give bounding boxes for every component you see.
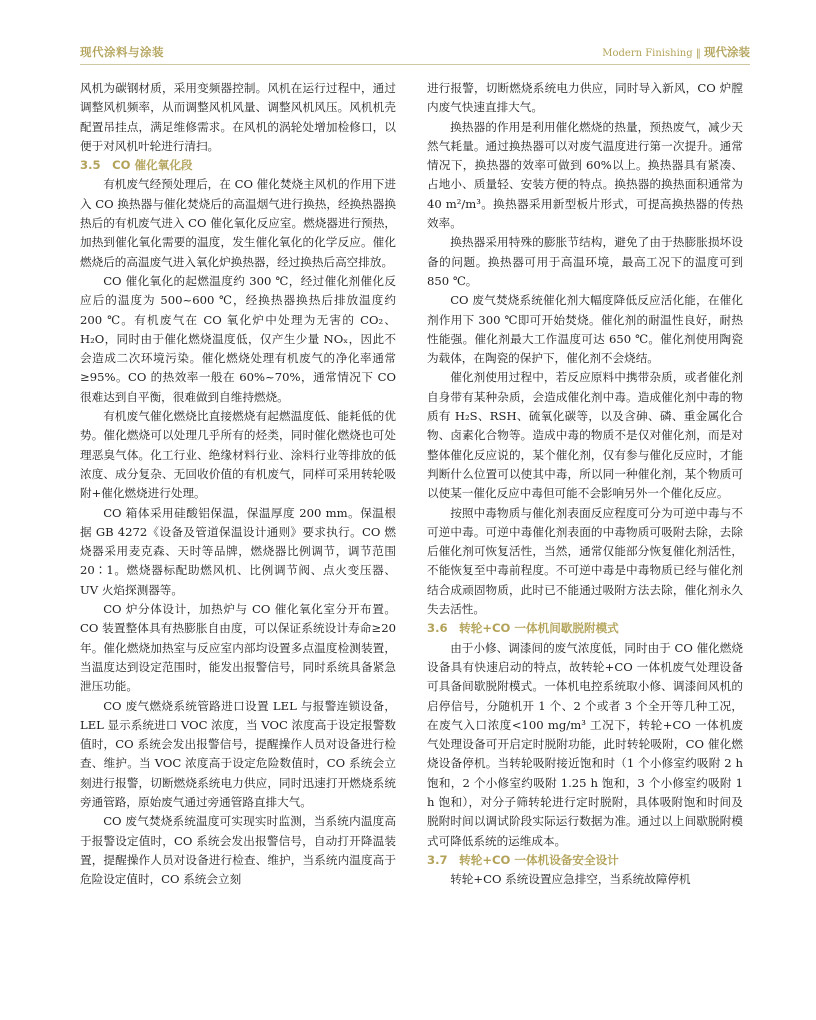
header-separator: ‖ <box>695 48 701 59</box>
left-column <box>80 79 396 889</box>
paragraph: 有机废气催化燃烧比直接燃烧有起燃温度低、能耗低的优势。催化燃烧可以处理几乎所有的烃类，同时催化燃烧也可处理恶臭气体。化工行业、绝缘材料行业、涂料行业等排放的低浓度、成分复杂、无回收价值的有机废气，同样可采用转轮吸附+催化燃烧进行处理。 <box>80 409 396 501</box>
paragraph: CO 炉分体设计，加热炉与 CO 催化氧化室分开布置。CO 装置整体具有热膨胀自由度，可以保证系统设计寿命≥20 年。催化燃烧加热室与反应室内部均设置多点温度检测装置，当温度达到设定范围时，能发出报警信号，同时系统具备紧急泄压功能。 <box>80 602 396 694</box>
paragraph: 换热器的作用是利用催化燃烧的热量，预热废气，减少天然气耗量。通过换热器可以对废气温度进行第一次提升。通常情况下，换热器的效率可做到 60%以上。换热器具有紧凑、占地小、质量轻、安装方便的特点。换热器的换热面积通常为 40 m²/m³。换热器采用新型板片形式，可提高换热器的传热效率。 <box>427 119 743 231</box>
paragraph: CO 废气焚烧系统温度可实现实时监测，当系统内温度高于报警设定值时，CO 系统会发出报警信号，自动打开降温装置，提醒操作人员对设备进行检查、维护，当系统内温度高于危险设定值时，CO 系统会立刻 <box>80 814 396 887</box>
journal-title-right <box>602 44 750 60</box>
journal-title-cn: 现代涂料与涂装 <box>80 45 164 59</box>
paragraph: CO 箱体采用硅酸铝保温，保温厚度 200 mm。保温根据 GB 4272《设备及管道保温设计通则》要求执行。CO 燃烧器采用麦克森、天时等品牌，燃烧器比例调节，调节范围 20∶1。燃烧器标配助燃风机、比例调节阀、点火变压器、UV 火焰探测器等。 <box>80 505 396 597</box>
paragraph: 风机为碳钢材质，采用变频器控制。风机在运行过程中，通过调整风机频率，从而调整风机风量、调整风机风压。风机机壳配置吊挂点，满足维修需求。在风机的涡轮处增加检修口，以便于对风机叶轮进行清扫。 <box>80 81 396 153</box>
section-heading: 3.7 转轮+CO 一体机设备安全设计 <box>427 852 619 867</box>
header-rule <box>80 64 750 65</box>
right-column <box>427 79 743 889</box>
section-heading: 3.6 转轮+CO 一体机间歇脱附模式 <box>427 621 619 636</box>
paragraph: 按照中毒物质与催化剂表面反应程度可分为可逆中毒与不可逆中毒。可逆中毒催化剂表面的中毒物质可吸附去除，去除后催化剂可恢复活性，当然，通常仅能部分恢复催化剂活性，不能恢复至中毒前程度。不可逆中毒是中毒物质已经与催化剂结合成顽固物质，此时已不能通过吸附方法去除，催化剂永久失去活性。 <box>427 505 743 617</box>
paragraph: 催化剂使用过程中，若反应原料中携带杂质，或者催化剂自身带有某种杂质，会造成催化剂中毒。造成催化剂中毒的物质有 H₂S、RSH、硫氧化碳等，以及含砷、磷、重金属化合物、卤素化合物等。造成中毒的物质不是仅对催化剂，而是对整体催化反应说的，某个催化剂，仅有参与催化反应时，才能判断什么位置可以使其中毒，所以同一种催化剂，某个物质可以使某一催化反应中毒但可能不会影响另外一个催化反应。 <box>427 370 743 501</box>
paragraph: 换热器采用特殊的膨胀节结构，避免了由于热膨胀损坏设备的问题。换热器可用于高温环境，最高工况下的温度可到 850 ℃。 <box>427 235 743 288</box>
paragraph: CO 废气焚烧系统催化剂大幅度降低反应活化能，在催化剂作用下 300 ℃即可开始焚烧。催化剂的耐温性良好，耐热性能强。催化剂最大工作温度可达 650 ℃。催化剂使用陶瓷为载体，在陶瓷的保护下，催化剂不会烧结。 <box>427 293 743 366</box>
paragraph: 有机废气经预处理后，在 CO 催化焚烧主风机的作用下进入 CO 换热器与催化焚烧后的高温烟气进行换热，经换热器换热后的有机废气进入 CO 催化氧化反应室。燃烧器进行预热，加热到催化氧化需要的温度，发生催化氧化的化学反应。催化燃烧后的高温废气进入氧化炉换热器，经过换热后高空排放。 <box>80 177 396 269</box>
paragraph: CO 催化氧化的起燃温度约 300 ℃，经过催化剂催化反应后的温度为 500~600 ℃，经换热器换热后排放温度约 200 ℃。有机废气在 CO 氧化炉中处理为无害的 CO₂、H₂O，同时由于催化燃烧温度低，仅产生少量 NOₓ，因此不会造成二次环境污染。催化燃烧处理有机废气的净化率通常≥95%。CO 的热效率一般在 60%~70%，通常情况下 CO 很难达到自平衡，很难做到自维持燃烧。 <box>80 273 396 404</box>
paragraph: 进行报警，切断燃烧系统电力供应，同时导入新风，CO 炉膛内废气快速直排大气。 <box>427 81 743 115</box>
journal-title-cn-right: 现代涂装 <box>704 45 750 59</box>
running-header <box>80 44 750 60</box>
paragraph: CO 废气燃烧系统管路进口设置 LEL 与报警连锁设备，LEL 显示系统进口 VOC 浓度，当 VOC 浓度高于设定报警数值时，CO 系统会发出报警信号，提醒操作人员对设备进行检查、维护。当 VOC 浓度高于设定危险数值时，CO 系统会立刻进行报警，切断燃烧系统电力供应，同时迅速打开燃烧系统旁通管路，原始废气通过旁通管路直排大气。 <box>80 698 396 809</box>
paragraph: 由于小修、调漆间的废气浓度低，同时由于 CO 催化燃烧设备具有快速启动的特点，故转轮+CO 一体机废气处理设备可具备间歇脱附模式。一体机电控系统取小修、调漆间风机的启停信号，分随机开 1 个、2 个或者 3 个全开等几种工况，在废气入口浓度<100 mg/m³ 工况下，转轮+CO 一体机废气处理设备可开启定时脱附功能，此时转轮吸附，CO 催化燃烧设备停机。当转轮吸附接近饱和时（1 个小修室约吸附 2 h 饱和，2 个小修室约吸附 1.25 h 饱和，3 个小修室约吸附 1 h 饱和），对分子筛转轮进行定时脱附，具体吸附饱和时间及脱附时间以调试阶段实际运行数据为准。通过以上间歇脱附模式可降低系统的运维成本。 <box>427 640 743 848</box>
section-heading: 3.5 CO 催化氧化段 <box>80 158 193 173</box>
paragraph: 转轮+CO 系统设置应急排空，当系统故障停机 <box>450 872 691 887</box>
journal-title-en: Modern Finishing <box>602 48 693 59</box>
